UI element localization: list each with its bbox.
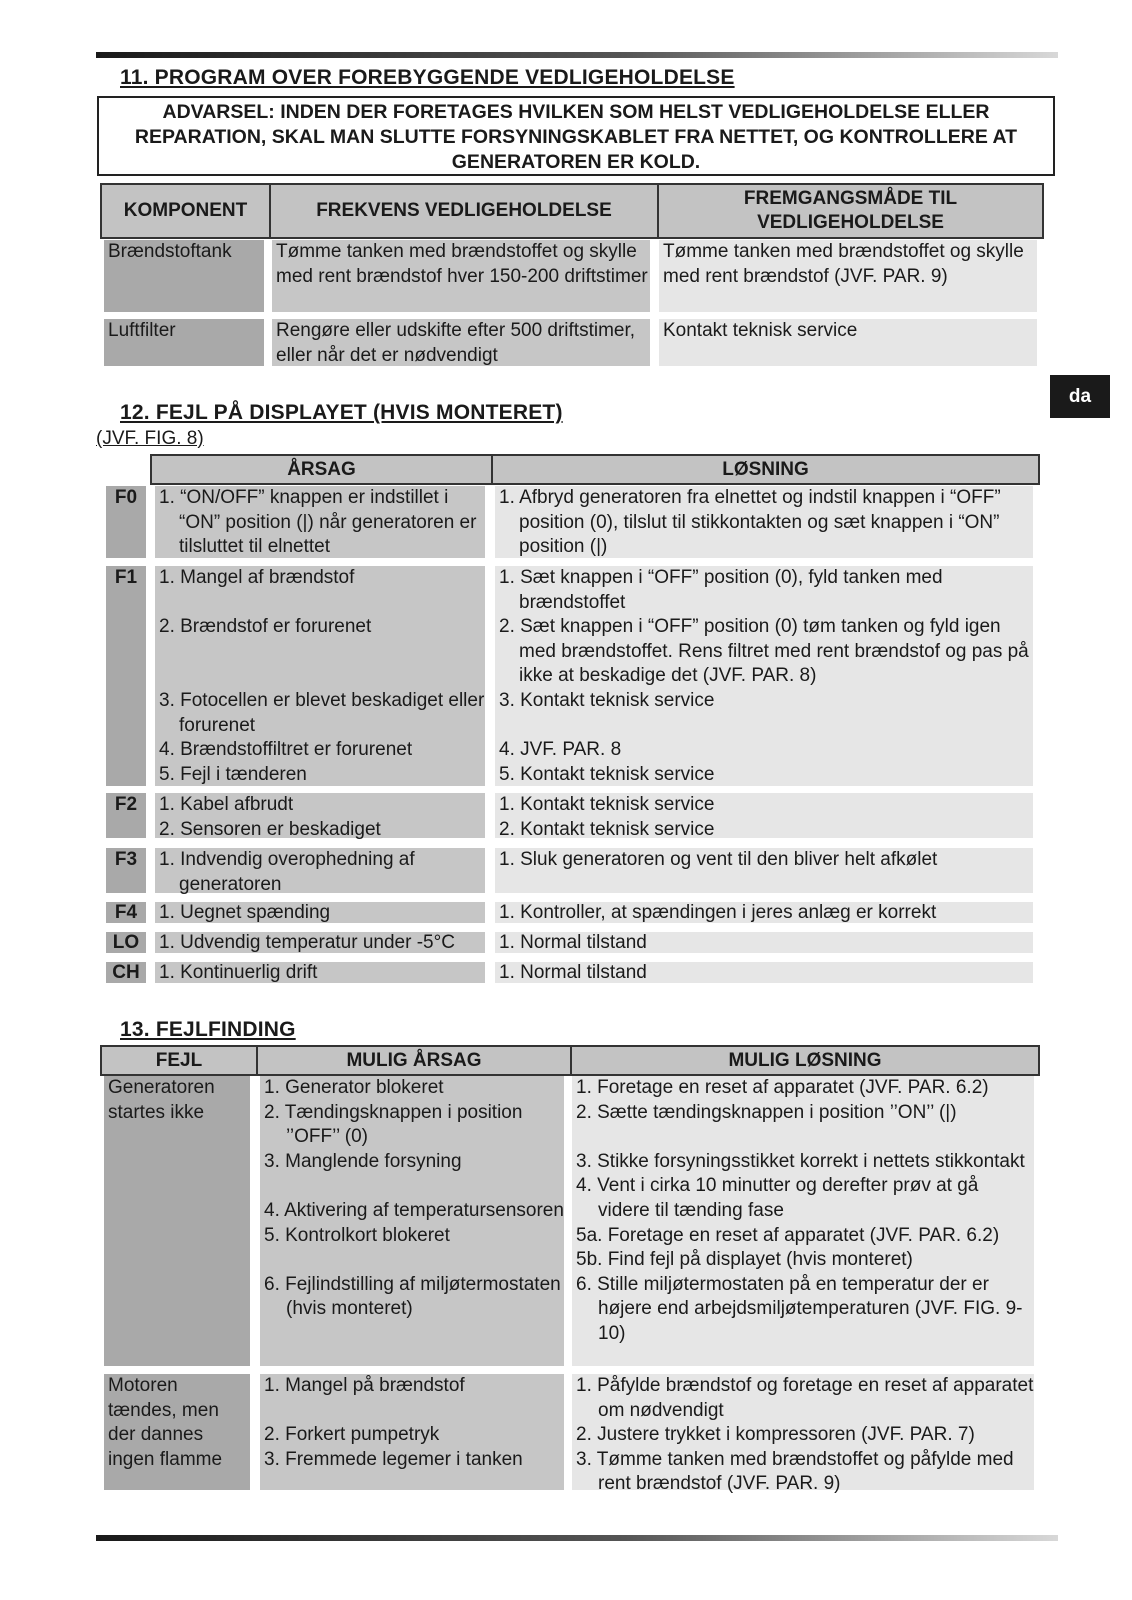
top-rule bbox=[96, 52, 1058, 58]
warning-line: GENERATOREN ER KOLD. bbox=[451, 151, 701, 173]
section-13-title: 13. FEJLFINDING bbox=[120, 1018, 296, 1041]
solution-item: 5b. Find fejl på displayet (hvis monteret) bbox=[576, 1249, 913, 1271]
frequency-cell: Tømme tanken med brændstoffet og skylle med rent brændstof hver 150-200 driftstimer bbox=[272, 240, 650, 312]
cause-cell bbox=[155, 793, 485, 838]
column-header-possible-solution: MULIG LØSNING bbox=[728, 1049, 882, 1071]
spacer bbox=[159, 664, 485, 689]
solution-item: 4. JVF. PAR. 8 bbox=[499, 739, 622, 761]
cause-item: 1. “ON/OFF” knappen er indstillet i “ON” position (|) når generatoren er tilsluttet til elnettet bbox=[159, 487, 477, 558]
section-11-title: 11. PROGRAM OVER FOREBYGGENDE VEDLIGEHOLDELSE bbox=[120, 66, 735, 89]
fault-cell: Motoren tændes, men der dannes ingen flamme bbox=[104, 1374, 250, 1490]
warning-line: REPARATION, SKAL MAN SLUTTE FORSYNINGSKABLET FRA NETTET, OG KONTROLLERE AT bbox=[134, 126, 1018, 148]
solution-item: 3. Kontakt teknisk service bbox=[499, 689, 715, 711]
solution-item: 5. Kontakt teknisk service bbox=[499, 763, 715, 785]
cause-cell bbox=[155, 962, 485, 983]
cause-item: 1. Udvendig temperatur under -5°C bbox=[159, 932, 455, 953]
solution-item: 1. Påfylde brændstof og foretage en reset af apparatet om nødvendigt bbox=[576, 1375, 1034, 1421]
solution-item: 1. Foretage en reset af apparatet (JVF. PAR. 6.2) bbox=[576, 1077, 989, 1098]
cause-item: 2. Brændstof er forurenet bbox=[159, 616, 372, 638]
cause-item: 5. Fejl i tænderen bbox=[159, 763, 307, 785]
spacer bbox=[576, 1125, 1034, 1150]
solution-cell bbox=[495, 848, 1033, 893]
spacer bbox=[264, 1399, 564, 1424]
cause-item: 6. Fejlindstilling af miljøtermostaten (hvis monteret) bbox=[264, 1273, 561, 1320]
cause-cell bbox=[155, 902, 485, 923]
cause-cell bbox=[155, 566, 485, 786]
cause-cell bbox=[260, 1076, 564, 1366]
solution-cell bbox=[495, 566, 1033, 786]
solution-item: 1. Normal tilstand bbox=[499, 962, 647, 983]
language-tab: da bbox=[1050, 375, 1110, 418]
figure-reference: (JVF. FIG. 8) bbox=[96, 428, 204, 449]
error-code: F3 bbox=[106, 848, 146, 893]
column-header-frequency: FREKVENS VEDLIGEHOLDELSE bbox=[271, 185, 659, 237]
solution-cell bbox=[495, 486, 1033, 558]
cause-item: 2. Forkert pumpetryk bbox=[264, 1424, 440, 1446]
solution-cell bbox=[495, 793, 1033, 838]
cause-item: 2. Sensoren er beskadiget bbox=[159, 818, 381, 840]
column-header-component: KOMPONENT bbox=[102, 185, 271, 237]
component-cell: Brændstoftank bbox=[104, 240, 264, 312]
solution-item: 2. Kontakt teknisk service bbox=[499, 818, 715, 840]
solution-item: 1. Afbryd generatoren fra elnettet og indstil knappen i “OFF” position (0), tilslut til stikkontakten og sæt knappen i “ON” position (|) bbox=[499, 487, 1001, 558]
section-12-title: 12. FEJL PÅ DISPLAYET (HVIS MONTERET) bbox=[120, 401, 563, 424]
component-cell: Luftfilter bbox=[104, 319, 264, 366]
cause-cell bbox=[155, 486, 485, 558]
cause-item: 1. Generator blokeret bbox=[264, 1077, 444, 1098]
cause-item: 3. Fotocellen er blevet beskadiget eller forurenet bbox=[159, 689, 485, 736]
error-code: CH bbox=[106, 962, 146, 983]
frequency-cell: Rengøre eller udskifte efter 500 driftstimer, eller når det er nødvendigt bbox=[272, 319, 650, 366]
cause-item: 4. Brændstoffiltret er forurenet bbox=[159, 739, 413, 761]
cause-item: 3. Manglende forsyning bbox=[264, 1150, 462, 1172]
solution-item: 1. Kontroller, at spændingen i jeres anlæg er korrekt bbox=[499, 902, 937, 923]
cause-item: 1. Kontinuerlig drift bbox=[159, 962, 318, 983]
solution-cell bbox=[495, 902, 1033, 923]
solution-item: 3. Stikke forsyningsstikket korrekt i nettets stikkontakt bbox=[576, 1150, 1025, 1172]
solution-cell bbox=[495, 932, 1033, 953]
cause-cell bbox=[260, 1374, 564, 1490]
solution-item: 1. Sæt knappen i “OFF” position (0), fyld tanken med brændstoffet bbox=[499, 567, 943, 613]
cause-cell bbox=[155, 932, 485, 953]
solution-item: 1. Kontakt teknisk service bbox=[499, 794, 715, 815]
warning-box bbox=[97, 96, 1055, 176]
spacer bbox=[264, 1174, 564, 1199]
solution-item: 6. Stille miljøtermostaten på en temperatur der er højere end arbejdsmiljøtemperaturen (JVF. FIG. 9-10) bbox=[576, 1273, 1023, 1344]
spacer bbox=[499, 714, 1033, 739]
column-header-possible-cause: MULIG ÅRSAG bbox=[258, 1047, 572, 1074]
cause-cell bbox=[155, 848, 485, 893]
solution-item: 5a. Foretage en reset af apparatet (JVF. PAR. 6.2) bbox=[576, 1224, 1000, 1246]
cause-item: 1. Mangel på brændstof bbox=[264, 1375, 465, 1396]
solution-item: 3. Tømme tanken med brændstoffet og påfylde med rent brændstof (JVF. PAR. 9) bbox=[576, 1448, 1014, 1495]
solution-cell bbox=[572, 1374, 1034, 1495]
maintenance-table-header bbox=[100, 183, 1044, 239]
spacer bbox=[159, 640, 485, 665]
spacer bbox=[159, 591, 485, 616]
error-code: F2 bbox=[106, 793, 146, 838]
error-code: LO bbox=[106, 932, 146, 953]
procedure-cell: Tømme tanken med brændstoffet og skylle med rent brændstof (JVF. PAR. 9) bbox=[659, 240, 1037, 312]
error-code: F4 bbox=[106, 902, 146, 923]
solution-item: 1. Normal tilstand bbox=[499, 932, 647, 953]
solution-item: 2. Sætte tændingsknappen i position ’’ON’’ (|) bbox=[576, 1101, 957, 1123]
solution-item: 1. Sluk generatoren og vent til den bliver helt afkølet bbox=[499, 849, 938, 870]
solution-item: 2. Justere trykket i kompressoren (JVF. PAR. 7) bbox=[576, 1424, 975, 1446]
cause-item: 5. Kontrolkort blokeret bbox=[264, 1224, 450, 1246]
error-code: F0 bbox=[106, 486, 146, 558]
fault-cell: Generatoren startes ikke bbox=[104, 1076, 250, 1366]
cause-item: 4. Aktivering af temperatursensoren bbox=[264, 1199, 564, 1221]
cause-item: 2. Tændingsknappen i position ’’OFF’’ (0) bbox=[264, 1101, 523, 1148]
solution-cell bbox=[572, 1076, 1034, 1366]
column-header-solution: LØSNING bbox=[722, 458, 809, 480]
solution-item: 2. Sæt knappen i “OFF” position (0) tøm tanken og fyld igen med brændstoffet. Rens filtret med rent brændstof og pas på ikke at beskadige det (JVF. PAR. 8) bbox=[499, 616, 1029, 687]
display-error-table-header bbox=[150, 454, 1040, 485]
solution-cell bbox=[495, 962, 1033, 983]
troubleshooting-table-header bbox=[100, 1045, 1040, 1076]
spacer bbox=[264, 1248, 564, 1273]
procedure-cell: Kontakt teknisk service bbox=[659, 319, 1037, 366]
warning-line: ADVARSEL: INDEN DER FORETAGES HVILKEN SOM HELST VEDLIGEHOLDELSE ELLER bbox=[162, 101, 990, 123]
column-header-cause: ÅRSAG bbox=[152, 456, 493, 483]
column-header-procedure: FREMGANGSMÅDE TIL VEDLIGEHOLDELSE bbox=[743, 188, 958, 233]
bottom-rule bbox=[96, 1535, 1058, 1541]
cause-item: 3. Fremmede legemer i tanken bbox=[264, 1448, 523, 1470]
solution-item: 4. Vent i cirka 10 minutter og derefter prøv at gå videre til tænding fase bbox=[576, 1175, 979, 1221]
column-header-fault: FEJL bbox=[102, 1047, 258, 1074]
cause-item: 1. Uegnet spænding bbox=[159, 902, 331, 923]
cause-item: 1. Indvendig overophedning af generatoren bbox=[159, 849, 415, 895]
cause-item: 1. Kabel afbrudt bbox=[159, 794, 294, 815]
error-code: F1 bbox=[106, 566, 146, 786]
cause-item: 1. Mangel af brændstof bbox=[159, 567, 355, 588]
